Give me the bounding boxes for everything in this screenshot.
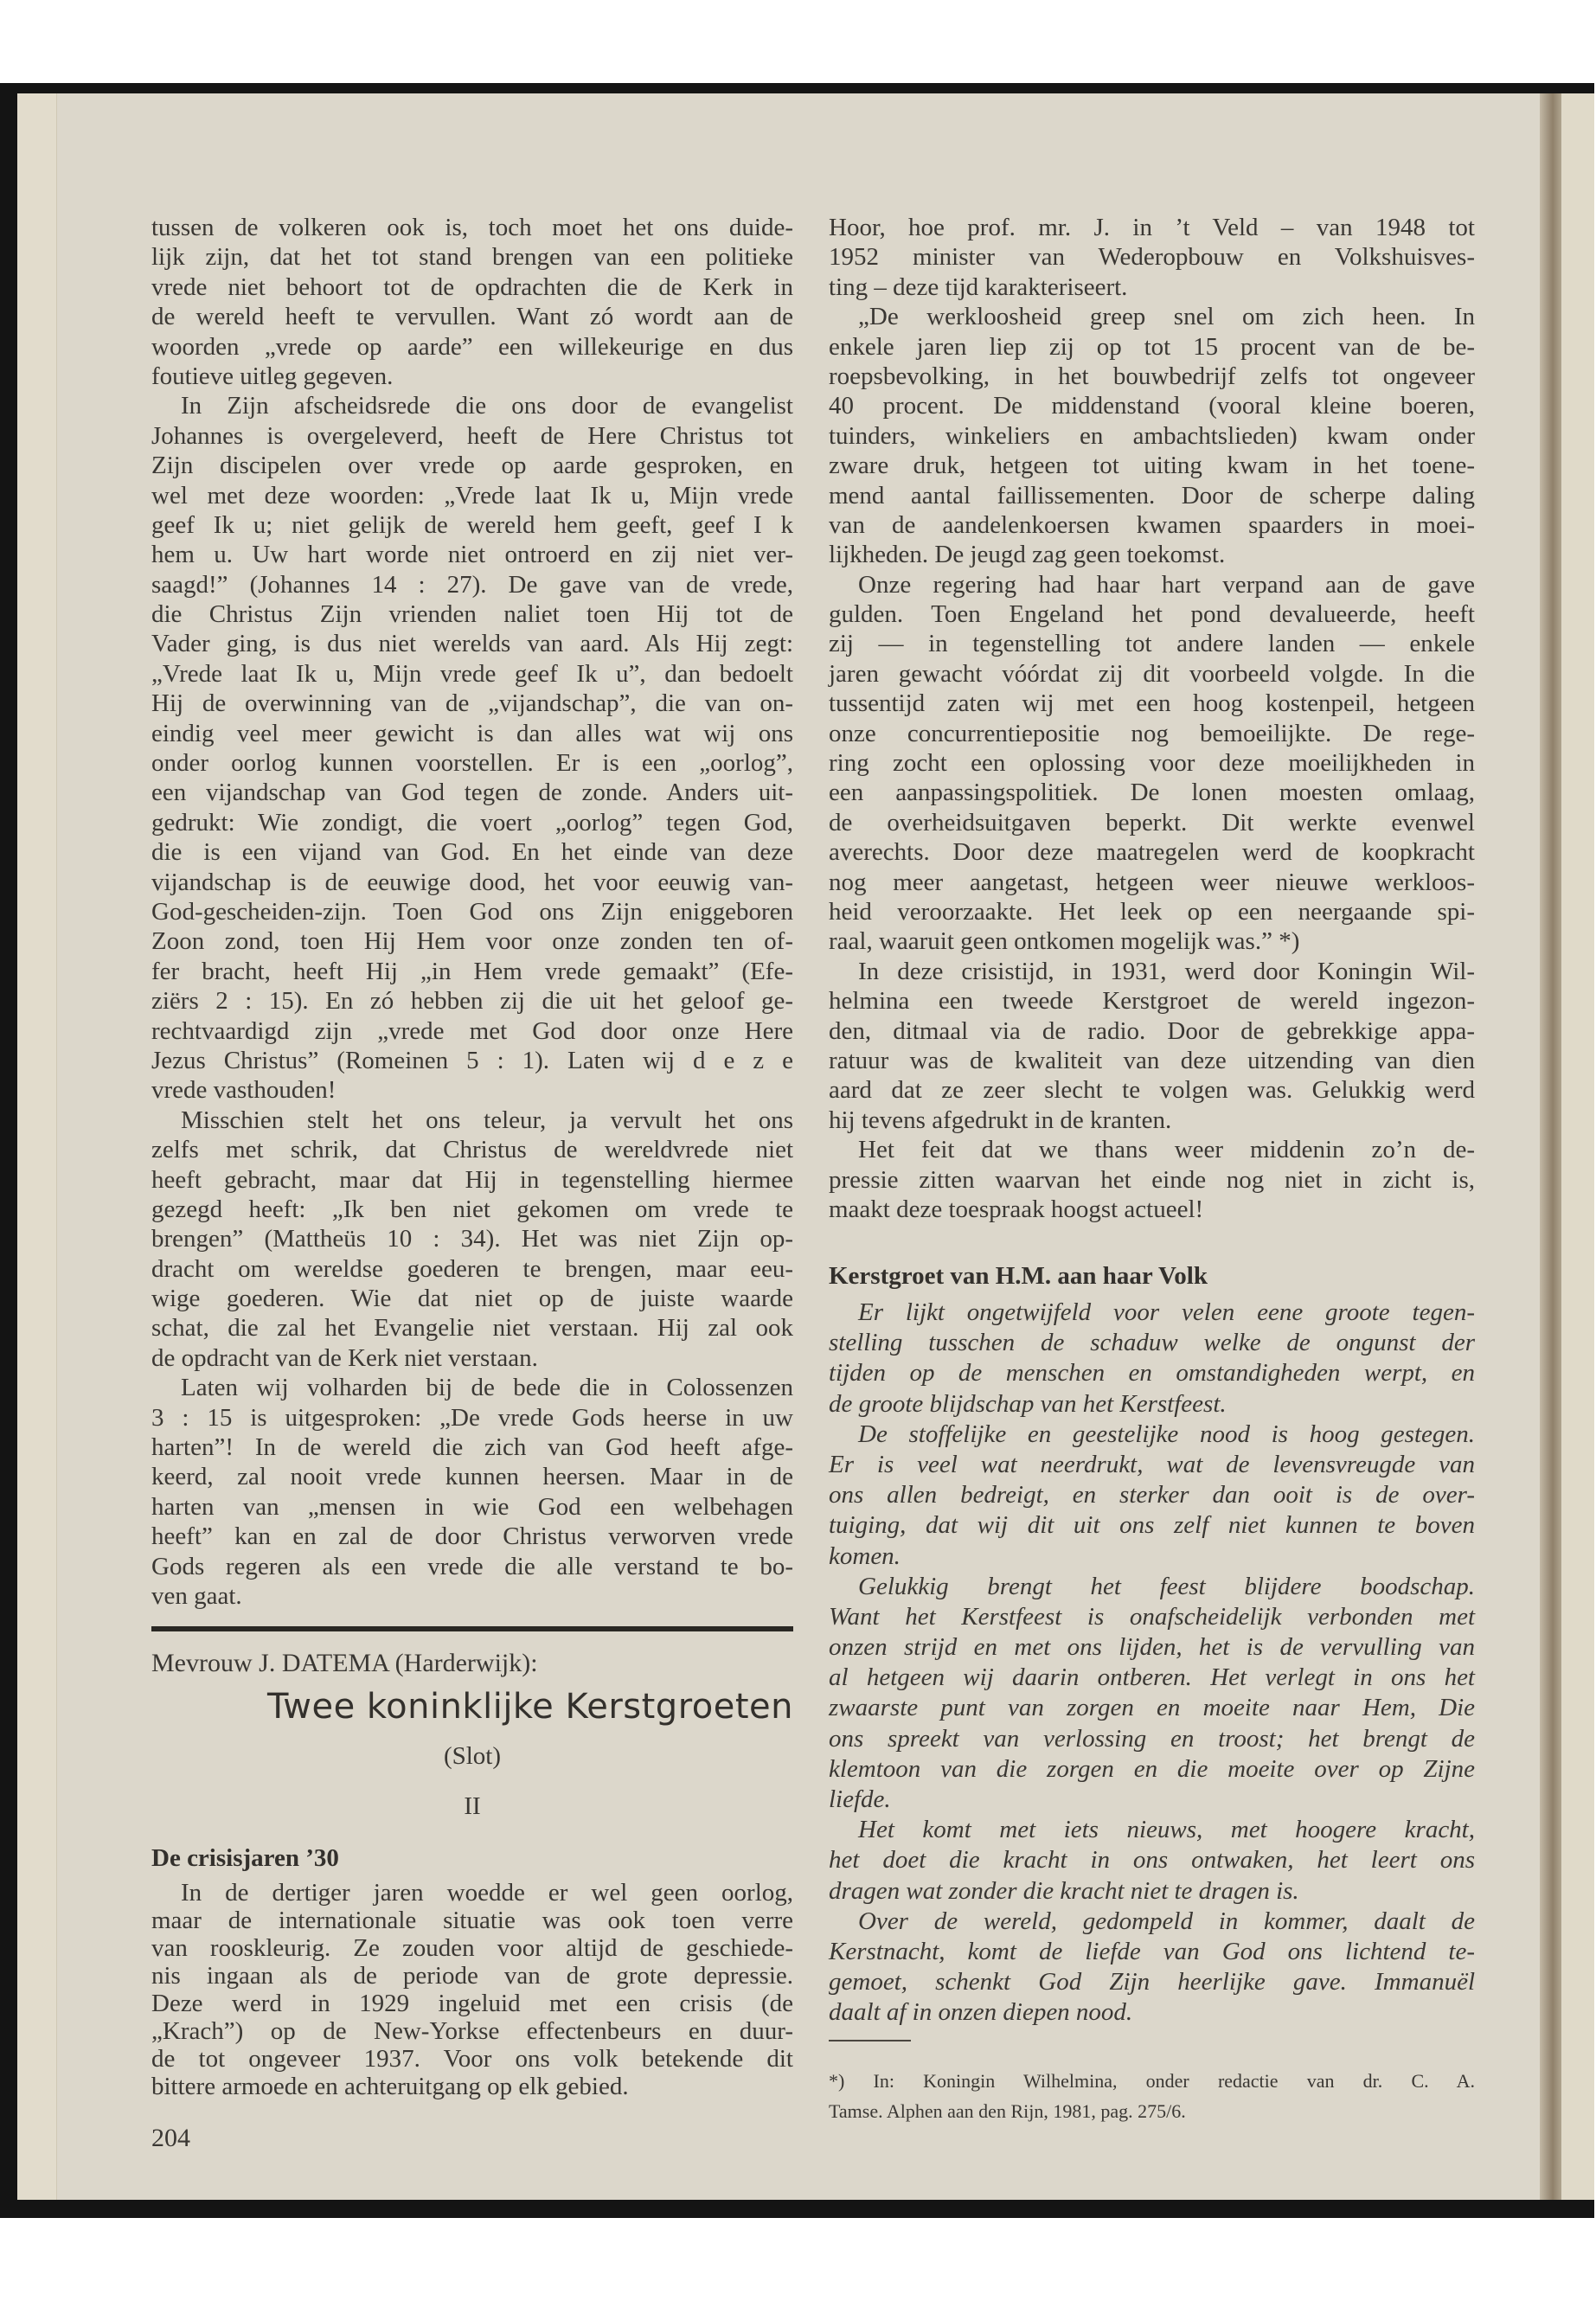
text-line: maar de internationale situatie was ook toen verre (151, 1907, 793, 1934)
paragraph (829, 570, 1475, 957)
text-line: 1952 minister van Wederopbouw en Volkshuisves- (829, 243, 1475, 272)
text-line: De stoffelijke en geestelijke nood is hoog gestegen. (858, 1420, 1475, 1448)
text-line: ons allen bedreigt, en sterker dan ooit is de over- (829, 1481, 1475, 1509)
paragraph (151, 213, 793, 391)
text-line: van rooskleurig. Ze zouden voor altijd de geschiede- (151, 1934, 793, 1962)
text-line: zelfs met schrik, dat Christus de wereldvrede niet (151, 1136, 793, 1164)
text-line: gezegd heeft: „Ik ben niet gekomen om vrede te (151, 1195, 793, 1223)
text-line: In deze crisistijd, in 1931, werd door Koningin Wil- (858, 957, 1475, 985)
left-column-continued-text (151, 213, 793, 1611)
text-line: ven gaat. (151, 1581, 242, 1610)
text-line: van de aandelenkoersen kwamen spaarders in moei- (829, 510, 1475, 539)
paragraph (151, 1373, 793, 1611)
text-line: Vader ging, is dus niet werelds van aard. Als Hij zegt: (151, 630, 793, 658)
text-line: God-gescheiden-zijn. Toen God ons Zijn eniggeboren (151, 897, 793, 926)
paragraph (829, 1572, 1475, 1816)
paragraph (829, 1298, 1475, 1420)
text-line: Over de wereld, gedompeld in kommer, daalt de (858, 1907, 1475, 1935)
text-line: woorden „vrede op aarde” een willekeurige en dus (151, 332, 793, 361)
text-line: den, ditmaal via de radio. Door de gebrekkige appa- (829, 1016, 1475, 1045)
text-line: saagd!” (Johannes 14 : 27). De gave van de vrede, (151, 570, 793, 599)
text-line: Tamse. Alphen aan den Rijn, 1981, pag. 275/6. (829, 2100, 1186, 2122)
text-line: 3 : 15 is uitgesproken: „De vrede Gods heerse in uw (151, 1403, 793, 1432)
text-line: Kerstnacht, komt de liefde van God ons lichtend te- (829, 1937, 1475, 1965)
text-line: 40 procent. De middenstand (vooral kleine boeren, (829, 392, 1475, 420)
paragraph (829, 1907, 1475, 2029)
text-line: het doet die kracht in ons ontwaken, het leert ons (829, 1846, 1475, 1875)
text-line: een aanpassingspolitiek. De lonen moesten omlaag, (829, 779, 1475, 807)
text-line: eindig veel meer gewicht is dan alles wat wij ons (151, 719, 793, 747)
article-byline: Mevrouw J. DATEMA (Harderwijk): (151, 1649, 538, 1677)
text-line: de overheidsuitgaven beperkt. Dit werkte evenwel (829, 808, 1475, 836)
text-line: *) In: Koningin Wilhelmina, onder redactie van dr. C. A. (829, 2070, 1475, 2092)
text-line: onze concurrentiepositie nog bemoeilijkte. De rege- (829, 719, 1475, 747)
text-line: dracht om wereldse goederen te brengen, maar eeu- (151, 1254, 793, 1283)
text-line: maakt deze toespraak hoogst actueel! (829, 1195, 1204, 1223)
text-line: gedrukt: Wie zondigt, die voert „oorlog” tegen God, (151, 808, 793, 836)
text-line: fer bracht, heeft Hij „in Hem vrede gemaakt” (Efe- (151, 957, 793, 985)
text-line: de tot ongeveer 1937. Voor ons volk betekende dit (151, 2045, 793, 2073)
text-line: „Vrede laat Ik u, Mijn vrede geef Ik u”, dan bedoelt (151, 659, 793, 688)
text-line: Johannes is overgeleverd, heeft de Here Christus tot (151, 421, 793, 450)
text-line: schat, die zal het Evangelie niet verstaan. Hij zal ook (151, 1314, 793, 1343)
text-line: lijk zijn, dat het tot stand brengen van een politieke (151, 243, 793, 272)
paragraph (829, 957, 1475, 1135)
text-line: zware druk, hetgeen tot uiting kwam in het toene- (829, 452, 1475, 480)
text-line: foutieve uitleg gegeven. (151, 362, 394, 390)
christmas-message-quote (829, 1298, 1475, 2029)
text-line: In Zijn afscheidsrede die ons door de evangelist (181, 392, 793, 420)
text-line: ratuur was de kwaliteit van deze uitzending van dien (829, 1046, 1475, 1074)
paragraph (151, 1879, 793, 2100)
text-line: Het feit dat we thans weer middenin zo’n de- (858, 1136, 1475, 1164)
text-line: nis ingaan als de periode van de grote depressie. (151, 1962, 793, 1990)
paragraph (829, 1420, 1475, 1572)
right-column-text (829, 213, 1475, 1224)
text-line: Want het Kerstfeest is onafscheidelijk verbonden met (829, 1602, 1475, 1631)
text-line: Er is veel wat neerdrukt, wat de levensvreugde van (829, 1450, 1475, 1478)
text-line: rechtvaardigd zijn „vrede met God door onze Here (151, 1016, 793, 1045)
text-line: heid veroorzaakte. Het leek op een neergaande spi- (829, 897, 1475, 926)
text-line: helmina een tweede Kerstgroet de wereld ingezon- (829, 987, 1475, 1016)
text-line: wige goederen. Wie dat niet op de juiste waarde (151, 1285, 793, 1313)
text-line: de groote blijdschap van het Kerstfeest. (829, 1389, 1227, 1418)
paragraph (829, 213, 1475, 302)
footnote-rule (829, 2040, 911, 2041)
text-line: brengen” (Mattheüs 10 : 34). Het was niet Zijn op- (151, 1225, 793, 1253)
text-line: tuinders, winkeliers en ambachtslieden) kwam onder (829, 421, 1475, 450)
crisis-section-text (151, 1879, 793, 2100)
text-line: wel met deze woorden: „Vrede laat Ik u, Mijn vrede (151, 481, 793, 510)
text-line: Deze werd in 1929 ingeluid met een crisis (de (151, 1990, 793, 2017)
article-part-number: II (464, 1792, 481, 1820)
text-line: komen. (829, 1541, 901, 1570)
page-number: 204 (151, 2124, 190, 2152)
text-line: raal, waaruit geen ontkomen mogelijk was.” *) (829, 927, 1300, 956)
text-line: Gelukkig brengt het feest blijdere boodschap. (858, 1572, 1475, 1600)
text-line: vrede niet behoort tot de opdrachten die de Kerk in (151, 272, 793, 301)
text-line: gemoet, schenkt God Zijn heerlijke gave. Immanuël (829, 1968, 1475, 1997)
text-line: averechts. Door deze maatregelen werd de koopkracht (829, 838, 1475, 867)
text-line: jaren gewacht vóórdat zij dit voorbeeld volgde. In die (829, 659, 1475, 688)
text-line: zij — in tegenstelling tot andere landen — enkele (829, 630, 1475, 658)
text-line: ting – deze tijd karakteriseert. (829, 272, 1128, 301)
text-line: bittere armoede en achteruitgang op elk gebied. (151, 2073, 629, 2100)
paragraph (829, 1815, 1475, 1907)
text-line: tussentijd zaten wij met een hoog kostenpeil, hetgeen (829, 689, 1475, 718)
text-line: al hetgeen wij daarin ontberen. Het verlegt in ons het (829, 1663, 1475, 1692)
text-line: enkele jaren liep zij op tot 15 procent van de be- (829, 332, 1475, 361)
footnote (829, 2066, 1475, 2126)
text-line: ring zocht een oplossing voor deze moeilijkheden in (829, 749, 1475, 778)
text-line: Zijn discipelen over vrede op aarde gesproken, en (151, 452, 793, 480)
text-line: ziërs 2 : 15). En zó hebben zij die uit het geloof ge- (151, 987, 793, 1016)
page-gutter (1540, 93, 1561, 2200)
quote-heading: Kerstgroet van H.M. aan haar Volk (829, 1262, 1208, 1290)
article-subtitle: (Slot) (443, 1742, 502, 1770)
page-left-edge (17, 93, 57, 2200)
text-line: de opdracht van de Kerk niet verstaan. (151, 1343, 538, 1372)
text-line: onder oorlog kunnen voorstellen. Er is een „oorlog”, (151, 749, 793, 778)
article-title: Twee koninklijke Kerstgroeten (266, 1687, 793, 1727)
text-line: tussen de volkeren ook is, toch moet het ons duide- (151, 214, 793, 241)
text-line: liefde. (829, 1785, 891, 1813)
text-line: tijden op de menschen en omstandigheden werpt, en (829, 1359, 1475, 1388)
paragraph (151, 1106, 793, 1374)
text-line: mend aantal faillissementen. Door de scherpe daling (829, 481, 1475, 510)
paragraph (151, 391, 793, 1105)
text-line: die Christus Zijn vrienden naliet toen Hij tot de (151, 600, 793, 629)
paragraph (829, 302, 1475, 570)
text-line: roepsbevolking, in het bouwbedrijf zelfs tot ongeveer (829, 362, 1475, 390)
text-line: vijandschap is de eeuwige dood, het voor eeuwig van- (151, 868, 793, 896)
text-line: In de dertiger jaren woedde er wel geen oorlog, (181, 1879, 793, 1907)
text-line: vrede vasthouden! (151, 1076, 337, 1105)
text-line: hij tevens afgedrukt in de kranten. (829, 1106, 1172, 1134)
article-separator-rule (151, 1626, 793, 1631)
text-line: hem u. Uw hart worde niet ontroerd en zij niet ver- (151, 541, 793, 569)
text-line: harten”! In de wereld die zich van God heeft afge- (151, 1433, 793, 1462)
text-line: Laten wij volharden bij de bede die in Colossenzen (181, 1374, 793, 1402)
text-line: nog meer aangetast, hetgeen weer nieuwe werkloos- (829, 868, 1475, 896)
text-line: een vijandschap van God tegen de zonde. Anders uit- (151, 779, 793, 807)
text-line: dragen wat zonder die kracht niet te dragen is. (829, 1876, 1299, 1905)
text-line: „De werkloosheid greep snel om zich heen. In (858, 303, 1475, 331)
text-line: heeft” kan en zal de door Christus verworven vrede (151, 1522, 793, 1551)
text-line: de wereld heeft te vervullen. Want zó wordt aan de (151, 303, 793, 331)
text-line: gulden. Toen Engeland het pond devalueerde, heeft (829, 600, 1475, 629)
text-line: klemtoon van die zorgen en die moeite over op Zijne (829, 1754, 1475, 1783)
text-line: zwaarste punt van zorgen en moeite naar Hem, Die (829, 1694, 1475, 1722)
text-line: Hij de overwinning van de „vijandschap”, die van on- (151, 689, 793, 718)
text-line: Jezus Christus” (Romeinen 5 : 1). Laten wij d e z e (151, 1046, 793, 1074)
text-line: daalt af in onzen diepen nood. (829, 1998, 1133, 2027)
text-line: onzen strijd en met ons lijden, het is de vervulling van (829, 1633, 1475, 1662)
text-line: „Krach”) op de New-Yorkse effectenbeurs en duur- (151, 2017, 793, 2045)
text-line: lijkheden. De jeugd zag geen toekomst. (829, 541, 1226, 569)
text-line: Onze regering had haar hart verpand aan de gave (858, 570, 1475, 599)
text-line: aard dat ze zeer slecht te volgen was. Gelukkig werd (829, 1076, 1475, 1105)
text-line: Gods regeren als een vrede die alle verstand te bo- (151, 1552, 793, 1580)
text-line: Het komt met iets nieuws, met hoogere kracht, (858, 1816, 1475, 1844)
text-line: keerd, zal nooit vrede kunnen heersen. Maar in de (151, 1463, 793, 1491)
text-line: stelling tusschen de schaduw welke de ongunst der (829, 1329, 1475, 1357)
section-heading: De crisisjaren ’30 (151, 1844, 339, 1872)
text-line: Misschien stelt het ons teleur, ja vervult het ons (181, 1106, 793, 1134)
text-line: Zoon zond, toen Hij Hem voor onze zonden ten of- (151, 927, 793, 956)
facing-page-edge (1561, 93, 1594, 2200)
text-line: harten van „mensen in wie God een welbehagen (151, 1492, 793, 1521)
paragraph (829, 1135, 1475, 1224)
text-line: geef Ik u; niet gelijk de wereld hem geeft, geef I k (151, 510, 793, 539)
text-line: Er lijkt ongetwijfeld voor velen eene groote tegen- (858, 1298, 1475, 1326)
text-line: tuiging, dat wij dit uit ons zelf niet kunnen te boven (829, 1511, 1475, 1540)
text-line: ons spreekt van verlossing en troost; het brengt de (829, 1724, 1475, 1753)
text-line: die is een vijand van God. En het einde van deze (151, 838, 793, 867)
text-line: heeft gebracht, maar dat Hij in tegenstelling hiermee (151, 1165, 793, 1194)
text-line: Hoor, hoe prof. mr. J. in ’t Veld – van 1948 tot (829, 214, 1475, 241)
text-line: pressie zitten waarvan het einde nog niet in zicht is, (829, 1165, 1475, 1194)
